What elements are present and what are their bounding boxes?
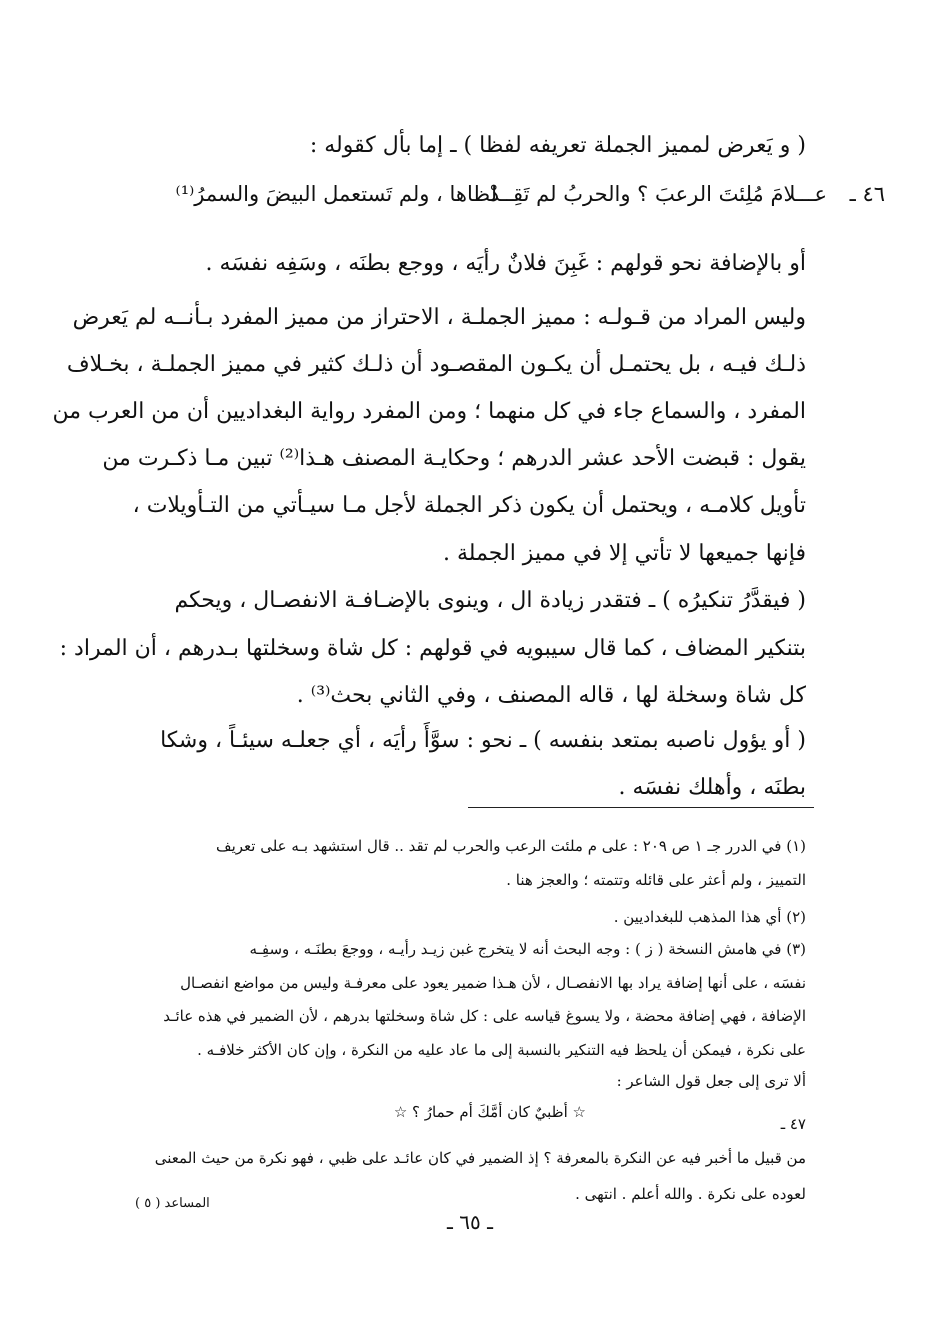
body-line-13: بطنَه ، وأهلك نفسَه . — [618, 775, 806, 800]
body-line-10: بتنكير المضاف ، كما قال سيبويه في قولهم : كل شاة وسخلتها بـدرهم ، أن المراد : — [59, 636, 806, 661]
verse-number: ٤٦ ـ — [849, 182, 885, 206]
footnote-after-line-1: من قبيل ما أخبر فيه عن النكرة بالمعرفة ؟ إذ الضمير في كان عائـد على ظبي ، فهو نكرة من حيث المعنى — [154, 1149, 806, 1167]
body-line-11: كل شاة وسخلة لها ، قاله المصنف ، وفي الثاني بحث⁽³⁾ . — [296, 683, 806, 708]
footnote-line-8: ألا ترى إلى جعل قول الشاعر : — [616, 1072, 806, 1090]
footnote-line-5: نفسَه ، على أنها إضافة يراد بها الانفصـال ، لأن هـذا ضمير يعود على معرفـة وليس من مواضع انفصـال — [180, 974, 806, 992]
body-line-12: ( أو يؤول ناصبه بمتعد بنفسه ) ـ نحو : سوَّأَ رأيَه ، أي جعلـه سيئـاً ، وشكا — [160, 728, 806, 753]
footnote-separator — [468, 807, 814, 808]
body-line-2: أو بالإضافة نحو قولهم : غَبِنَ فلانٌ رأيَه ، ووجع بطنَه ، وسَفِه نفسَه . — [205, 251, 806, 276]
footnote-line-2: التمييز ، ولم أعثر على قائله وتتمته ؛ والعجز هنا . — [506, 871, 806, 889]
body-line-9: ( فيقدَّرُ تنكيرُه ) ـ فتقدر زيادة ال ، وينوى بالإضـافـة الانفصـال ، ويحكم — [174, 588, 806, 613]
footnote-after-line-2: لعوده على نكرة . والله أعلم . انتهى . — [575, 1185, 806, 1203]
verse-hemistich-1: عـــلامَ مُلِئتَ الرعبَ ؟ والحربُ لم تَقِــدْ — [489, 182, 827, 206]
body-line-3: وليس المراد من قـولـه : مميز الجملـة ، الاحتراز من مميز المفرد بـأنــه لم يَعرض — [72, 305, 806, 330]
body-line-1: ( و يَعرض لمميز الجملة تعريفه لفظا ) ـ إما بأل كقوله : — [309, 133, 806, 158]
signature-mark: المساعد ( ٥ ) — [135, 1196, 210, 1211]
footnote-line-4: (٣) في هامش النسخة ( ز ) : وجه البحث أنه لا يتخرج غبن زيـد رأيـه ، ووجعَ بطنَـه ، وسفِـه — [249, 940, 806, 958]
body-line-4: ذلـك فيـه ، بل يحتمـل أن يكـون المقصـود أن ذلـك كثير في مميز الجملـة ، بخـلاف — [66, 352, 806, 377]
footnote-line-3: (٢) أي هذا المذهب للبغداديين . — [613, 908, 806, 926]
footnote-verse-number: ٤٧ ـ — [780, 1115, 806, 1133]
body-line-7: تأويل كلامـه ، ويحتمل أن يكون ذكر الجملة لأجل مـا سيـأتي من التـأويلات ، — [132, 493, 806, 518]
footnote-line-6: الإضافة ، فهي إضافة محضة ، ولا يسوغ قياسه على : كل شاة وسخلتها بدرهم ، لأن الضمير في هذه عائـد — [163, 1007, 806, 1025]
verse-46 — [175, 174, 885, 214]
page-number: ـ ٦٥ ـ — [447, 1210, 493, 1234]
body-line-8: فإنها جميعها لا تأتي إلا في مميز الجملة . — [443, 541, 806, 566]
body-line-6: يقول : قبضت الأحد عشر الدرهم ؛ وحكايـة المصنف هـذا⁽²⁾ تبين مـا ذكـرت من — [102, 446, 806, 471]
footnote-line-1: (١) في الدرر جـ ١ ص ٢٠٩ : على م ملئت الرعب والحرب لم تقد .. قال استشهد بـه على تعريف — [216, 837, 806, 855]
body-line-5: المفرد ، والسماع جاء في كل منهما ؛ ومن المفرد رواية البغداديين أن من العرب من — [52, 399, 806, 424]
verse-hemistich-2: لظاها ، ولم تَستعمل البيضَ والسمرُ⁽¹⁾ — [175, 182, 497, 206]
footnote-line-7: على نكرة ، فيمكن أن يلحظ فيه التنكير بالنسبة إلى ما عاد عليه من النكرة ، وإن كان الأكثر خلافـه . — [197, 1041, 806, 1059]
footnote-verse-text: ☆ أظبيٌ كان أمَّكَ أم حمارُ ؟ ☆ — [393, 1103, 586, 1121]
